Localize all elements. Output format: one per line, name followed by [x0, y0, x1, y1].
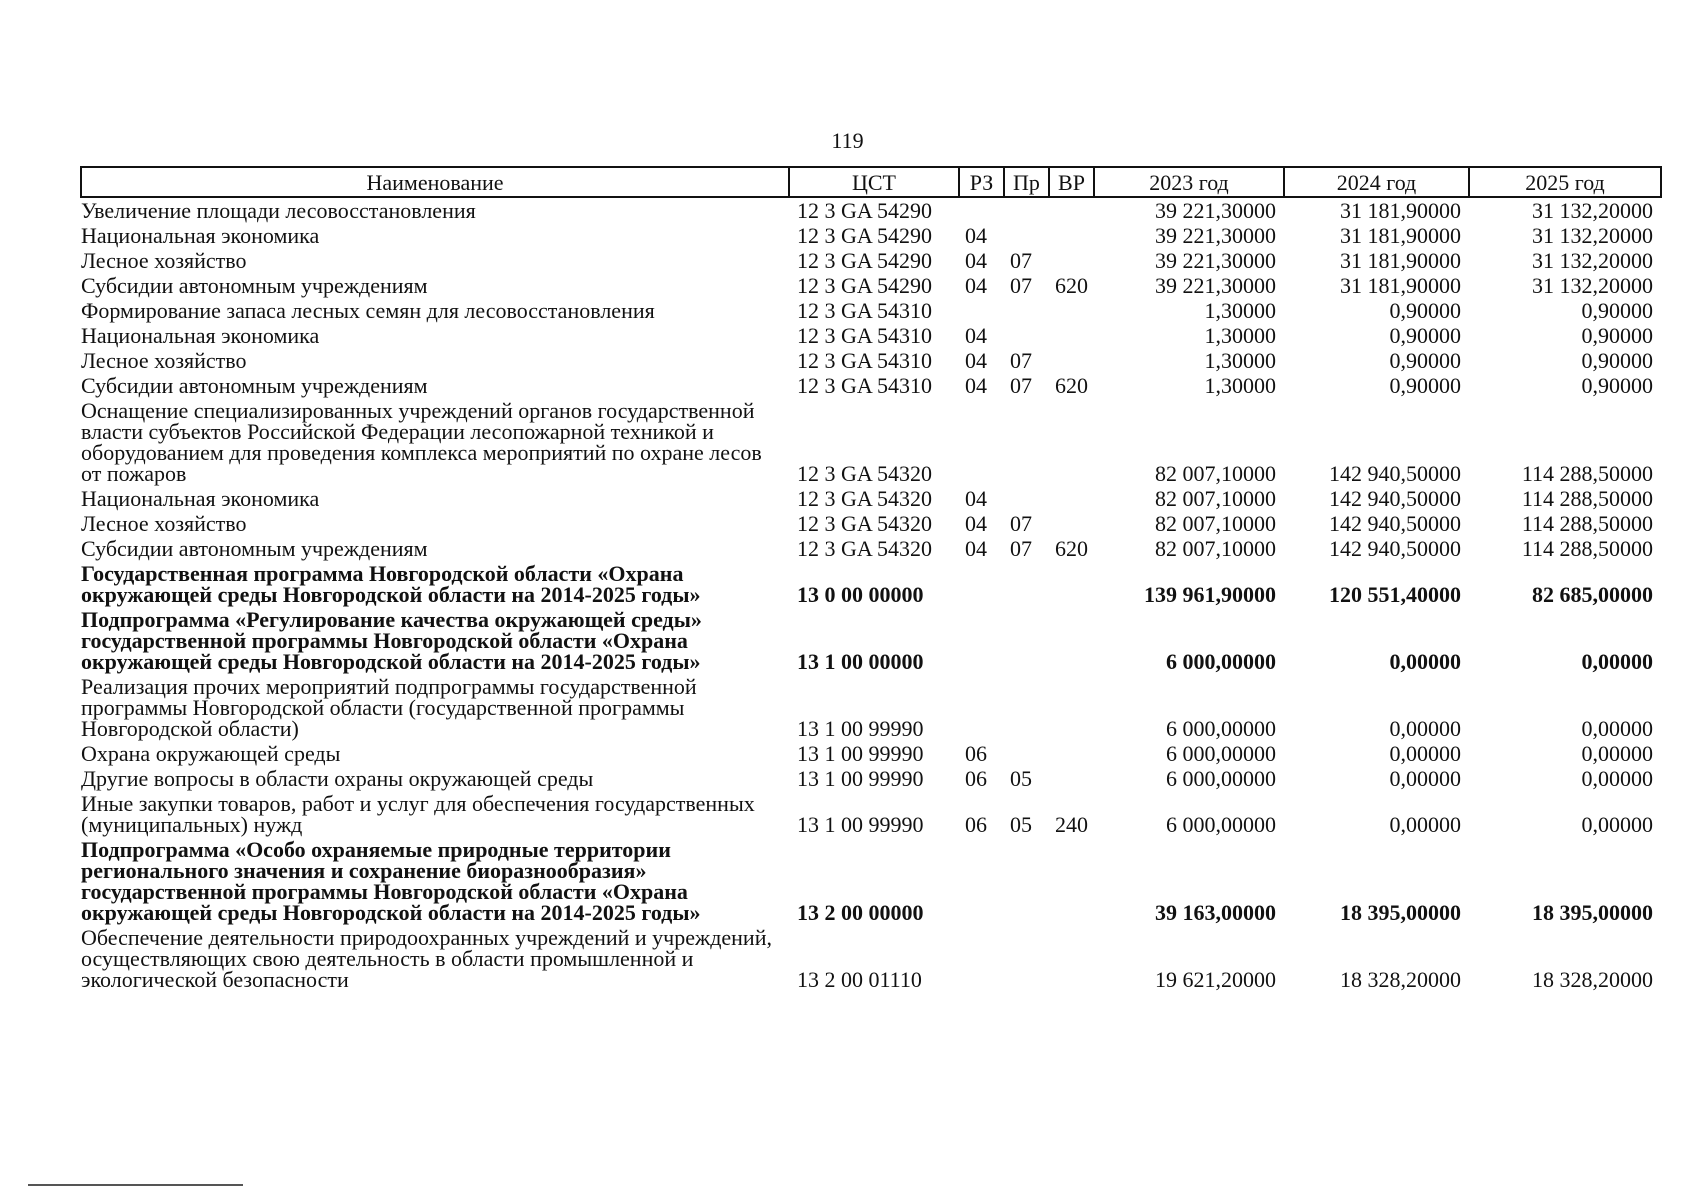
cell-2023: 1,30000	[1204, 298, 1276, 323]
cell-rz: 04	[965, 248, 987, 273]
cell-2025: 0,90000	[1581, 348, 1653, 373]
cell-rz	[959, 674, 1004, 741]
cell-rz: 04	[965, 536, 987, 561]
header-2025: 2025 год	[1469, 167, 1661, 197]
cell-pr	[1004, 323, 1049, 348]
cell-2024: 31 181,90000	[1340, 273, 1461, 298]
footer-rule	[28, 1184, 243, 1186]
cell-rz	[959, 298, 1004, 323]
cell-rz: 04	[965, 373, 987, 398]
table-row	[81, 298, 1661, 323]
cell-vr	[1049, 766, 1094, 791]
cell-vr	[1049, 486, 1094, 511]
table-row	[81, 766, 1661, 791]
cell-2024: 0,00000	[1389, 766, 1461, 791]
header-name: Наименование	[81, 167, 789, 197]
cell-rz: 04	[965, 273, 987, 298]
cell-rz	[959, 398, 1004, 486]
cell-2023: 1,30000	[1204, 323, 1276, 348]
cell-name: Подпрограмма «Регулирование качества окружающей среды» государственной программы Новгородской области «Охрана окружающей среды Новгородской области на 2014-2025 годы»	[81, 607, 702, 674]
cell-rz	[959, 561, 1004, 607]
cell-name: Субсидии автономным учреждениям	[81, 373, 428, 398]
cell-cst: 13 1 00 99990	[797, 766, 924, 791]
cell-pr: 07	[1010, 248, 1032, 273]
cell-2023: 19 621,20000	[1155, 967, 1276, 992]
table-row	[81, 273, 1661, 298]
cell-name: Оснащение специализированных учреждений органов государственной власти субъектов Российской Федерации лесопожарной техникой и оборудованием для проведения комплекса мероприятий по охране лесов от пожаров	[81, 398, 762, 486]
cell-pr	[1004, 298, 1049, 323]
cell-2025: 0,00000	[1581, 741, 1653, 766]
table-row	[81, 925, 1661, 992]
table-row	[81, 837, 1661, 925]
cell-pr: 07	[1010, 348, 1032, 373]
cell-vr: 620	[1055, 273, 1088, 298]
cell-2024: 31 181,90000	[1340, 223, 1461, 248]
cell-vr	[1049, 607, 1094, 674]
cell-rz: 04	[965, 511, 987, 536]
page-number: 119	[831, 128, 864, 153]
cell-pr	[1004, 197, 1049, 223]
table-row	[81, 373, 1661, 398]
cell-2024: 142 940,50000	[1329, 461, 1461, 486]
table-row	[81, 323, 1661, 348]
cell-cst: 12 3 GA 54320	[797, 511, 933, 536]
cell-vr	[1049, 561, 1094, 607]
cell-name: Национальная экономика	[81, 223, 320, 248]
cell-vr: 240	[1055, 812, 1088, 837]
cell-pr	[1004, 674, 1049, 741]
cell-cst: 13 1 00 99990	[797, 812, 924, 837]
header-vr: ВР	[1049, 167, 1094, 197]
cell-2023: 6 000,00000	[1166, 766, 1276, 791]
cell-2023: 6 000,00000	[1166, 716, 1276, 741]
cell-vr	[1049, 197, 1094, 223]
cell-rz	[959, 607, 1004, 674]
cell-2025: 31 132,20000	[1532, 248, 1653, 273]
cell-vr	[1049, 837, 1094, 925]
cell-2025: 31 132,20000	[1532, 198, 1653, 223]
cell-pr	[1004, 741, 1049, 766]
cell-2023: 82 007,10000	[1155, 536, 1276, 561]
cell-2024: 18 328,20000	[1340, 967, 1461, 992]
cell-cst: 12 3 GA 54310	[797, 323, 933, 348]
cell-cst: 12 3 GA 54310	[797, 348, 933, 373]
cell-2025: 31 132,20000	[1532, 273, 1653, 298]
cell-rz: 04	[965, 323, 987, 348]
cell-2023: 1,30000	[1204, 348, 1276, 373]
cell-pr	[1004, 561, 1049, 607]
cell-name: Национальная экономика	[81, 323, 320, 348]
cell-rz: 06	[965, 812, 987, 837]
cell-vr	[1049, 248, 1094, 273]
cell-cst: 12 3 GA 54310	[797, 373, 933, 398]
cell-pr	[1004, 223, 1049, 248]
cell-vr	[1049, 741, 1094, 766]
header-row	[81, 167, 1661, 197]
cell-2023: 6 000,00000	[1166, 649, 1276, 674]
cell-rz: 04	[965, 223, 987, 248]
cell-name: Охрана окружающей среды	[81, 741, 341, 766]
cell-2025: 18 395,00000	[1532, 900, 1653, 925]
cell-name: Субсидии автономным учреждениям	[81, 273, 428, 298]
table-row	[81, 248, 1661, 273]
cell-cst: 13 1 00 00000	[797, 649, 924, 674]
table-row	[81, 348, 1661, 373]
cell-2023: 39 163,00000	[1155, 900, 1276, 925]
cell-rz: 06	[965, 741, 987, 766]
cell-2025: 114 288,50000	[1521, 536, 1653, 561]
cell-vr	[1049, 511, 1094, 536]
cell-2024: 0,90000	[1389, 323, 1461, 348]
cell-vr	[1049, 348, 1094, 373]
cell-2023: 39 221,30000	[1155, 198, 1276, 223]
cell-name: Государственная программа Новгородской области «Охрана окружающей среды Новгородской области на 2014-2025 годы»	[81, 561, 701, 607]
cell-2025: 114 288,50000	[1521, 486, 1653, 511]
cell-2024: 31 181,90000	[1340, 248, 1461, 273]
cell-2023: 39 221,30000	[1155, 248, 1276, 273]
cell-2024: 0,00000	[1389, 716, 1461, 741]
cell-rz: 04	[965, 348, 987, 373]
budget-table	[80, 166, 1662, 992]
cell-vr	[1049, 674, 1094, 741]
cell-name: Субсидии автономным учреждениям	[81, 536, 428, 561]
table-row	[81, 561, 1661, 607]
cell-2023: 6 000,00000	[1166, 741, 1276, 766]
table-row	[81, 791, 1661, 837]
cell-cst: 12 3 GA 54310	[797, 298, 933, 323]
cell-2024: 142 940,50000	[1329, 536, 1461, 561]
cell-2023: 1,30000	[1204, 373, 1276, 398]
cell-2023: 82 007,10000	[1155, 486, 1276, 511]
cell-cst: 12 3 GA 54290	[797, 248, 933, 273]
cell-2025: 0,90000	[1581, 298, 1653, 323]
cell-name: Иные закупки товаров, работ и услуг для обеспечения государственных (муниципальных) нужд	[81, 791, 755, 837]
cell-pr	[1004, 925, 1049, 992]
cell-cst: 12 3 GA 54290	[797, 273, 933, 298]
cell-2023: 39 221,30000	[1155, 223, 1276, 248]
cell-2023: 82 007,10000	[1155, 511, 1276, 536]
table-row	[81, 398, 1661, 486]
table-row	[81, 674, 1661, 741]
cell-name: Другие вопросы в области охраны окружающей среды	[81, 766, 594, 791]
cell-cst: 13 2 00 00000	[797, 900, 924, 925]
cell-2024: 0,00000	[1389, 741, 1461, 766]
cell-2024: 31 181,90000	[1340, 198, 1461, 223]
cell-2023: 82 007,10000	[1155, 461, 1276, 486]
cell-name: Лесное хозяйство	[81, 348, 247, 373]
cell-2023: 6 000,00000	[1166, 812, 1276, 837]
cell-vr: 620	[1055, 373, 1088, 398]
header-pr: Пр	[1004, 167, 1049, 197]
cell-vr	[1049, 925, 1094, 992]
cell-2024: 0,90000	[1389, 348, 1461, 373]
cell-cst: 13 0 00 00000	[797, 582, 924, 607]
cell-name: Формирование запаса лесных семян для лесовосстановления	[81, 298, 655, 323]
cell-name: Обеспечение деятельности природоохранных учреждений и учреждений, осуществляющих свою деятельность в области промышленной и экологической безопасности	[81, 925, 772, 992]
cell-2024: 0,00000	[1389, 812, 1461, 837]
cell-2024: 142 940,50000	[1329, 486, 1461, 511]
cell-cst: 12 3 GA 54290	[797, 223, 933, 248]
cell-name: Лесное хозяйство	[81, 511, 247, 536]
cell-2025: 31 132,20000	[1532, 223, 1653, 248]
header-cst: ЦСТ	[789, 167, 959, 197]
cell-pr	[1004, 607, 1049, 674]
table-row	[81, 223, 1661, 248]
cell-name: Реализация прочих мероприятий подпрограммы государственной программы Новгородской области (государственной программы Новгородской области)	[81, 674, 697, 741]
cell-2024: 142 940,50000	[1329, 511, 1461, 536]
header-rz: РЗ	[959, 167, 1004, 197]
cell-vr	[1049, 298, 1094, 323]
table-row	[81, 511, 1661, 536]
cell-2024: 0,90000	[1389, 373, 1461, 398]
cell-pr: 05	[1010, 812, 1032, 837]
cell-rz	[959, 837, 1004, 925]
table-row	[81, 741, 1661, 766]
cell-pr	[1004, 837, 1049, 925]
cell-2025: 0,00000	[1581, 766, 1653, 791]
cell-2025: 0,90000	[1581, 323, 1653, 348]
cell-pr: 07	[1010, 536, 1032, 561]
cell-2024: 0,90000	[1389, 298, 1461, 323]
cell-cst: 12 3 GA 54320	[797, 461, 933, 486]
cell-name: Национальная экономика	[81, 486, 320, 511]
cell-2023: 139 961,90000	[1144, 582, 1276, 607]
cell-vr	[1049, 223, 1094, 248]
cell-name: Увеличение площади лесовосстановления	[81, 198, 476, 223]
cell-pr: 05	[1010, 766, 1032, 791]
cell-cst: 12 3 GA 54320	[797, 536, 933, 561]
cell-2025: 114 288,50000	[1521, 511, 1653, 536]
table-row	[81, 197, 1661, 223]
table-row	[81, 486, 1661, 511]
cell-2025: 0,00000	[1581, 716, 1653, 741]
cell-2024: 0,00000	[1389, 649, 1461, 674]
cell-2025: 114 288,50000	[1521, 461, 1653, 486]
cell-rz	[959, 925, 1004, 992]
cell-cst: 12 3 GA 54290	[797, 198, 933, 223]
cell-2025: 82 685,00000	[1532, 582, 1653, 607]
cell-2025: 0,00000	[1581, 649, 1653, 674]
header-2023: 2023 год	[1094, 167, 1284, 197]
table-row	[81, 607, 1661, 674]
table-body	[81, 197, 1661, 992]
cell-2023: 39 221,30000	[1155, 273, 1276, 298]
cell-rz: 06	[965, 766, 987, 791]
cell-pr: 07	[1010, 273, 1032, 298]
cell-cst: 13 1 00 99990	[797, 716, 924, 741]
cell-pr	[1004, 486, 1049, 511]
cell-pr	[1004, 398, 1049, 486]
cell-name: Лесное хозяйство	[81, 248, 247, 273]
cell-cst: 13 1 00 99990	[797, 741, 924, 766]
cell-2024: 18 395,00000	[1340, 900, 1461, 925]
cell-vr	[1049, 398, 1094, 486]
table-row	[81, 536, 1661, 561]
cell-2025: 0,90000	[1581, 373, 1653, 398]
cell-pr: 07	[1010, 511, 1032, 536]
cell-vr: 620	[1055, 536, 1088, 561]
cell-2024: 120 551,40000	[1329, 582, 1461, 607]
cell-name: Подпрограмма «Особо охраняемые природные территории регионального значения и сохранение биоразнообразия» государственной программы Новгородской области «Охрана окружающей среды Новгородской области на 2014-2025 годы»	[81, 837, 701, 925]
table-header	[81, 167, 1661, 197]
cell-2025: 0,00000	[1581, 812, 1653, 837]
cell-rz	[959, 197, 1004, 223]
cell-2025: 18 328,20000	[1532, 967, 1653, 992]
cell-rz: 04	[965, 486, 987, 511]
cell-vr	[1049, 323, 1094, 348]
cell-pr: 07	[1010, 373, 1032, 398]
cell-cst: 13 2 00 01110	[797, 967, 922, 992]
cell-cst: 12 3 GA 54320	[797, 486, 933, 511]
header-2024: 2024 год	[1284, 167, 1469, 197]
